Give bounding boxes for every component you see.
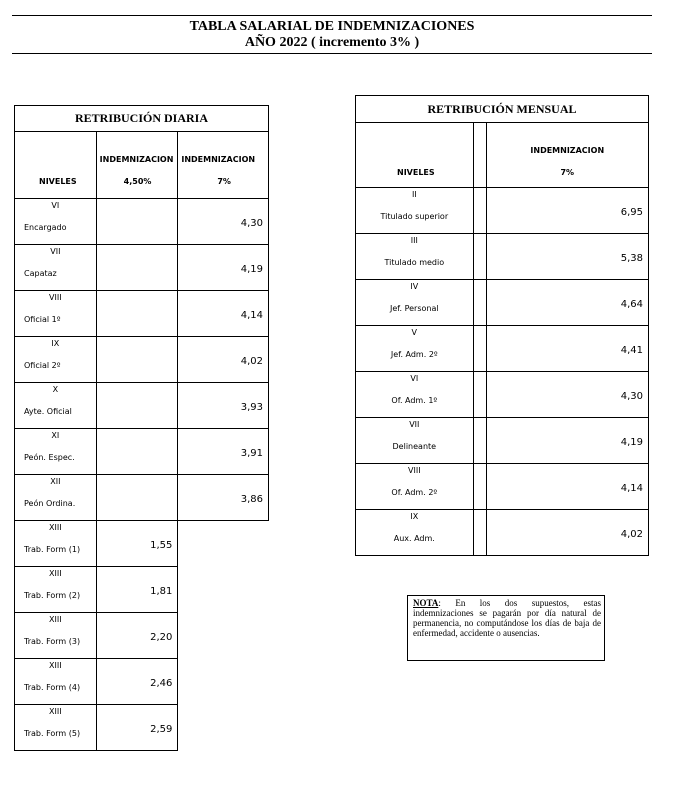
daily-level: VI (51, 201, 60, 210)
monthly-spacer-cell (473, 280, 486, 326)
daily-value-450 (96, 383, 178, 429)
note-box (407, 595, 605, 661)
monthly-value-cell (486, 372, 648, 418)
daily-level: XIII (49, 661, 62, 670)
monthly-table-row (356, 280, 649, 326)
monthly-level-cell (356, 326, 474, 372)
monthly-amount: 6,95 (620, 207, 643, 218)
monthly-category: Aux. Adm. (393, 534, 435, 543)
daily-table-row (15, 613, 269, 659)
daily-table-row (15, 337, 269, 383)
monthly-spacer-cell (473, 188, 486, 234)
monthly-category: Of. Adm. 2º (391, 488, 438, 497)
daily-amount-7: 3,93 (240, 402, 263, 413)
monthly-spacer-cell (473, 464, 486, 510)
daily-value-7 (178, 429, 269, 475)
monthly-spacer-cell (473, 418, 486, 464)
daily-retribution-table (14, 105, 269, 751)
monthly-level: IX (410, 512, 419, 521)
daily-amount-7: 4,19 (240, 264, 263, 275)
daily-value-7 (178, 613, 269, 659)
daily-amount-450: 2,46 (150, 678, 173, 689)
daily-category: Oficial 1º (24, 315, 61, 324)
monthly-level: III (410, 236, 418, 245)
monthly-value-cell (486, 464, 648, 510)
monthly-level: VIII (408, 466, 421, 475)
daily-level: VIII (49, 293, 62, 302)
daily-category: Trab. Form (4) (24, 683, 81, 692)
monthly-col-niveles-label: NIVELES (397, 168, 435, 177)
daily-table-title: RETRIBUCIÓN DIARIA (15, 106, 269, 132)
monthly-amount: 4,41 (620, 345, 643, 356)
daily-amount-7: 4,02 (240, 356, 263, 367)
note-label: NOTA (413, 598, 439, 608)
daily-level: XIII (49, 523, 62, 532)
monthly-category: Jef. Adm. 2º (390, 350, 438, 359)
daily-value-7 (178, 521, 269, 567)
daily-value-450 (96, 567, 178, 613)
daily-table-row (15, 521, 269, 567)
daily-value-7 (178, 337, 269, 383)
daily-table-row (15, 383, 269, 429)
monthly-table-row (356, 464, 649, 510)
monthly-category: Titulado superior (380, 212, 449, 221)
daily-level-cell (15, 337, 97, 383)
monthly-table-row (356, 326, 649, 372)
daily-level: XI (51, 431, 60, 440)
daily-category: Peón Ordina. (24, 499, 76, 508)
monthly-level-cell (356, 280, 474, 326)
daily-category: Trab. Form (3) (24, 637, 81, 646)
monthly-value-cell (486, 418, 648, 464)
daily-value-7 (178, 199, 269, 245)
monthly-table-title: RETRIBUCIÓN MENSUAL (356, 96, 649, 123)
monthly-col-niveles (356, 123, 474, 188)
daily-col-450-bottom: 4,50% (123, 177, 152, 186)
monthly-level: VI (410, 374, 419, 383)
monthly-level-cell (356, 234, 474, 280)
monthly-amount: 4,14 (620, 483, 643, 494)
monthly-value-cell (486, 326, 648, 372)
daily-level-cell (15, 199, 97, 245)
daily-amount-450: 1,81 (150, 586, 173, 597)
daily-value-7 (178, 567, 269, 613)
daily-amount-7: 4,14 (240, 310, 263, 321)
daily-category: Peón. Espec. (24, 453, 75, 462)
daily-value-7 (178, 291, 269, 337)
monthly-value-cell (486, 234, 648, 280)
monthly-amount: 4,64 (620, 299, 643, 310)
daily-level: VII (50, 247, 61, 256)
monthly-level: IV (410, 282, 419, 291)
monthly-value-cell (486, 280, 648, 326)
daily-level: IX (51, 339, 60, 348)
monthly-col-7 (486, 123, 648, 188)
document-header (12, 15, 652, 54)
monthly-level-cell (356, 188, 474, 234)
daily-value-7 (178, 475, 269, 521)
daily-col-450 (96, 132, 178, 199)
daily-value-450 (96, 705, 178, 751)
daily-category: Oficial 2º (24, 361, 61, 370)
daily-level-cell (15, 567, 97, 613)
daily-col-7 (178, 132, 269, 199)
daily-value-7 (178, 659, 269, 705)
daily-col-niveles-label: NIVELES (39, 177, 77, 186)
daily-amount-7: 4,30 (240, 218, 263, 229)
monthly-table-row (356, 234, 649, 280)
daily-category: Trab. Form (2) (24, 591, 81, 600)
monthly-category: Titulado medio (384, 258, 445, 267)
daily-table-row (15, 429, 269, 475)
daily-value-450 (96, 659, 178, 705)
daily-level-cell (15, 659, 97, 705)
monthly-table-row (356, 510, 649, 556)
daily-col-7-bottom: 7% (217, 177, 231, 186)
daily-value-450 (96, 521, 178, 567)
monthly-amount: 4,19 (620, 437, 643, 448)
daily-col-7-top: INDEMNIZACION (181, 155, 256, 164)
monthly-category: Jef. Personal (389, 304, 439, 313)
monthly-amount: 4,02 (620, 529, 643, 540)
monthly-category: Delineante (392, 442, 437, 451)
monthly-table-row (356, 418, 649, 464)
daily-value-7 (178, 705, 269, 751)
document-title: TABLA SALARIAL DE INDEMNIZACIONES (189, 19, 475, 34)
daily-level: XII (50, 477, 61, 486)
monthly-col-7-bottom: 7% (560, 168, 575, 177)
monthly-category: Of. Adm. 1º (391, 396, 438, 405)
monthly-level: II (411, 190, 417, 199)
monthly-table-row (356, 372, 649, 418)
daily-level-cell (15, 521, 97, 567)
daily-table-row (15, 245, 269, 291)
daily-value-450 (96, 613, 178, 659)
daily-level-cell (15, 291, 97, 337)
daily-level-cell (15, 383, 97, 429)
daily-col-niveles (15, 132, 97, 199)
daily-table-row (15, 291, 269, 337)
monthly-spacer-cell (473, 510, 486, 556)
daily-category: Trab. Form (5) (24, 729, 81, 738)
daily-amount-7: 3,86 (240, 494, 263, 505)
monthly-level: VII (409, 420, 420, 429)
daily-level-cell (15, 475, 97, 521)
daily-value-450 (96, 337, 178, 383)
daily-col-450-top: INDEMNIZACION (99, 155, 174, 164)
monthly-level-cell (356, 510, 474, 556)
daily-table-row (15, 659, 269, 705)
daily-value-7 (178, 245, 269, 291)
monthly-spacer-cell (473, 326, 486, 372)
monthly-level: V (411, 328, 418, 337)
monthly-value-cell (486, 188, 648, 234)
monthly-spacer-cell (473, 372, 486, 418)
daily-value-450 (96, 475, 178, 521)
monthly-value-cell (486, 510, 648, 556)
daily-level: XIII (49, 569, 62, 578)
document-subtitle: AÑO 2022 ( incremento 3% ) (244, 35, 420, 50)
daily-category: Encargado (24, 223, 67, 232)
daily-level-cell (15, 613, 97, 659)
monthly-level-cell (356, 418, 474, 464)
daily-value-450 (96, 429, 178, 475)
daily-level-cell (15, 245, 97, 291)
monthly-amount: 4,30 (620, 391, 643, 402)
daily-amount-7: 3,91 (240, 448, 263, 459)
daily-amount-450: 2,59 (150, 724, 173, 735)
daily-level: X (52, 385, 59, 394)
monthly-spacer-cell (473, 234, 486, 280)
daily-category: Capataz (24, 269, 57, 278)
daily-table-row (15, 475, 269, 521)
daily-level: XIII (49, 615, 62, 624)
daily-value-450 (96, 199, 178, 245)
daily-table-row (15, 705, 269, 751)
daily-value-7 (178, 383, 269, 429)
daily-level-cell (15, 705, 97, 751)
note-text: : En los dos supuestos, estas indemnizaciones se pagarán por día natural de permanencia, no computándose los días de baja de enfermedad, accidente o ausencias. (413, 598, 601, 638)
monthly-retribution-table (355, 95, 649, 556)
monthly-amount: 5,38 (620, 253, 643, 264)
monthly-col-7-top: INDEMNIZACION (530, 146, 605, 155)
monthly-col-spacer (473, 123, 486, 188)
daily-level-cell (15, 429, 97, 475)
daily-level: XIII (49, 707, 62, 716)
daily-category: Ayte. Oficial (24, 407, 72, 416)
monthly-table-row (356, 188, 649, 234)
daily-value-450 (96, 291, 178, 337)
daily-amount-450: 1,55 (150, 540, 173, 551)
daily-table-row (15, 199, 269, 245)
daily-table-row (15, 567, 269, 613)
daily-amount-450: 2,20 (150, 632, 173, 643)
daily-value-450 (96, 245, 178, 291)
monthly-level-cell (356, 464, 474, 510)
daily-category: Trab. Form (1) (24, 545, 81, 554)
monthly-level-cell (356, 372, 474, 418)
